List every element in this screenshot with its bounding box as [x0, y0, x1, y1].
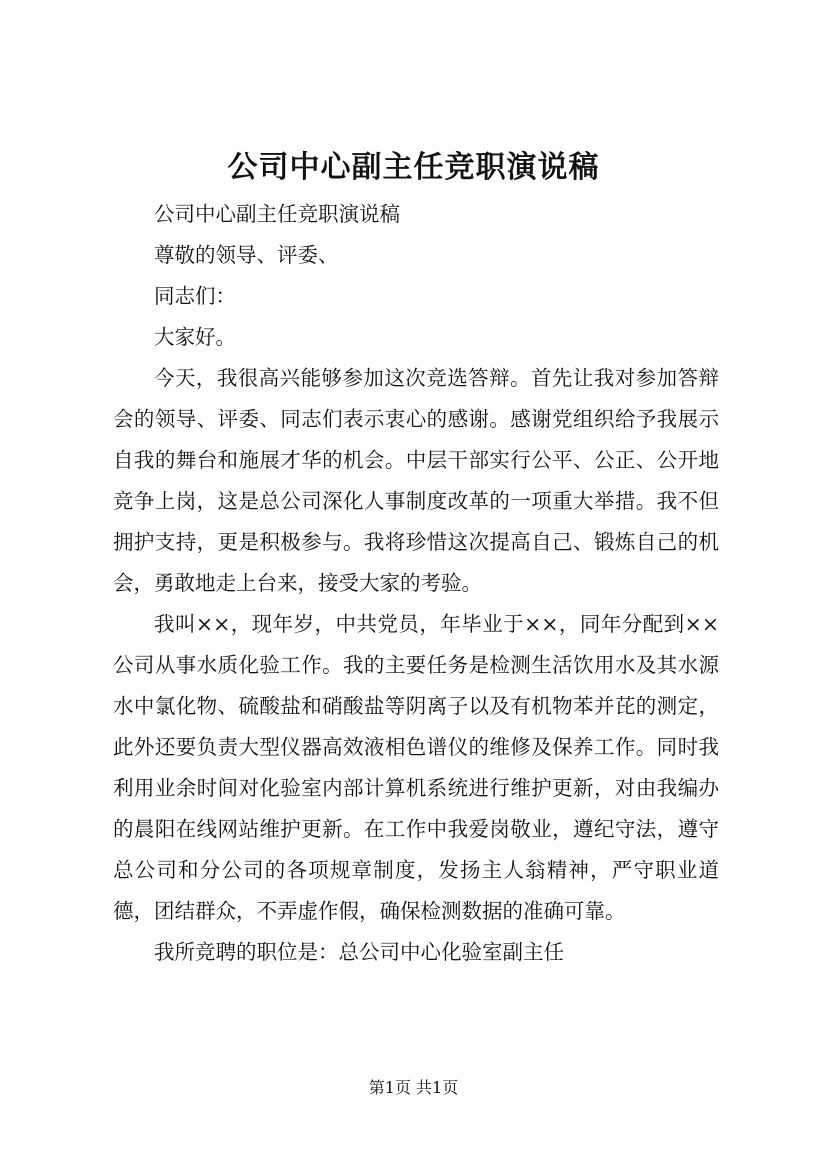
paragraph-comrades: 同志们： [154, 284, 236, 308]
page-footer: 第1页 共1页 [368, 1078, 459, 1097]
document-title: 公司中心副主任竞职演说稿 [227, 150, 600, 185]
paragraph-salutation: 尊敬的领导、评委、 [154, 243, 339, 267]
paragraph-heading-repeat: 公司中心副主任竞职演说稿 [154, 202, 400, 226]
paragraph-greeting: 大家好。 [154, 325, 236, 349]
paragraph-background: 我叫××，现年岁，中共党员，年毕业于××，同年分配到××公司从事水质化验工作。我的主要任务是检测生活饮用水及其水源水中氯化物、硫酸盐和硝酸盐等阴离子以及有机物苯并芘的测定，此外还要负责大型仪器高效液相色谱仪的维修及保养工作。同时我利用业余时间对化验室内部计算机系统进行维护更新，对由我编办的晨阳在线网站维护更新。在工作中我爱岗敬业，遵纪守法，遵守总公司和分公司的各项规章制度，发扬主人翁精神，严守职业道德，团结群众，不弄虚作假，确保检测数据的准确可靠。 [113, 612, 719, 923]
paragraph-position: 我所竞聘的职位是：总公司中心化验室副主任 [154, 940, 564, 964]
document-body [113, 194, 719, 973]
paragraph-introduction: 今天，我很高兴能够参加这次竞选答辩。首先让我对参加答辩会的领导、评委、同志们表示衷心的感谢。感谢党组织给予我展示自我的舞台和施展才华的机会。中层干部实行公平、公正、公开地竞争上岗，这是总公司深化人事制度改革的一项重大举措。我不但拥护支持，更是积极参与。我将珍惜这次提高自己、锻炼自己的机会，勇敢地走上台来，接受大家的考验。 [113, 366, 719, 595]
